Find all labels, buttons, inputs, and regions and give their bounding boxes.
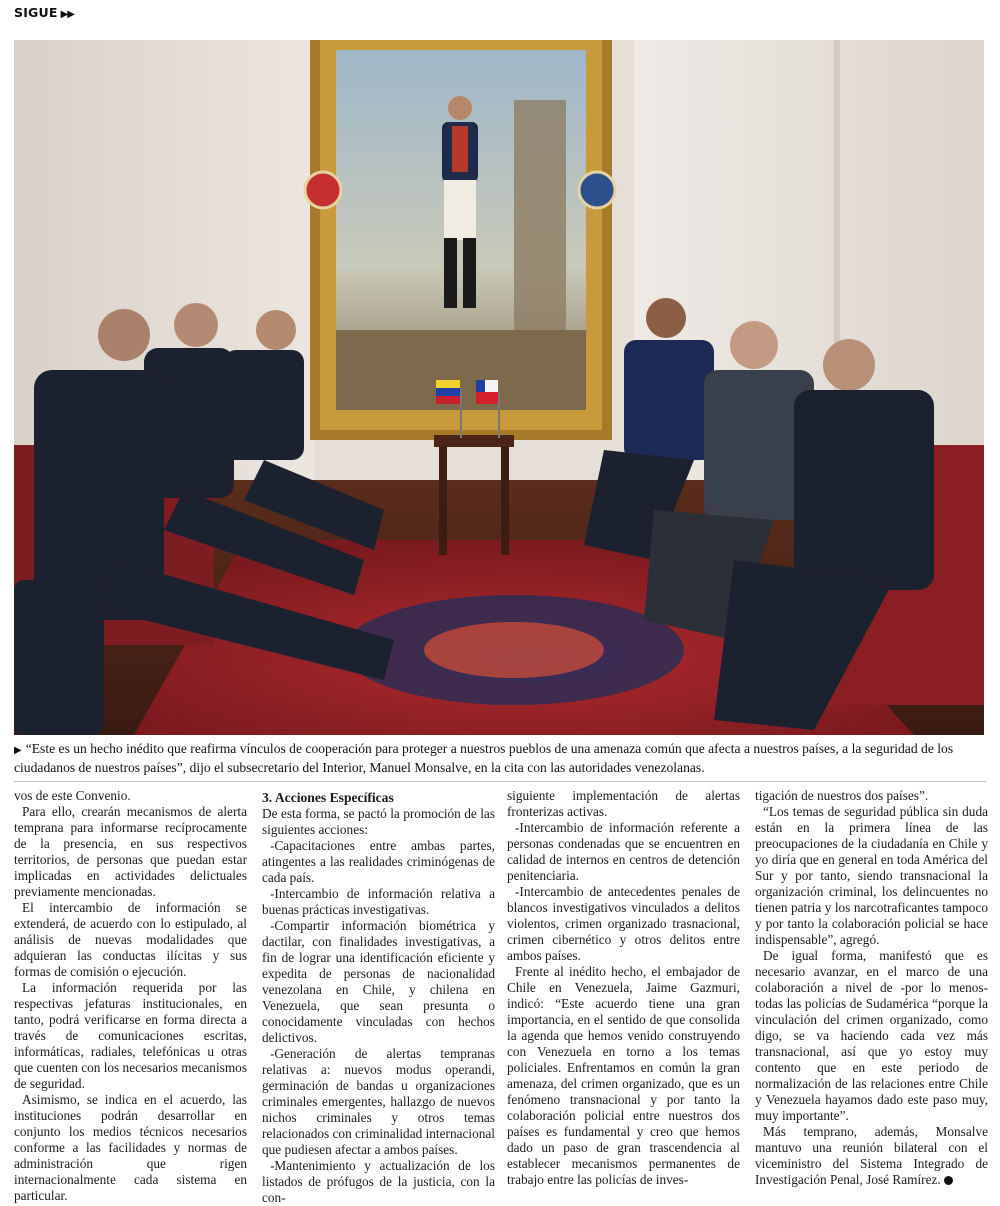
continue-text: SIGUE: [14, 5, 58, 20]
news-photo: [14, 40, 984, 735]
list-item: -Compartir información biométrica y dactilar, con finalidades investigativas, a fin de lograr una identificación eficiente y expedita de personas de nacionalidad venezolana en Chile, y chilena en Venezuela, que sean presunta o conocidamente vinculadas con hechos delictivos.: [262, 918, 495, 1045]
caption-text: “Este es un hecho inédito que reafirma vínculos de cooperación para proteger a nuestros pueblos de una amenaza común que afecta a nuestros países, a la seguridad de los ciudadanos de nuestros países”, dijo el subsecretario del Interior, Manuel Monsalve, en la cita con las autoridades venezolanas.: [14, 741, 954, 775]
paragraph: Asimismo, se indica en el acuerdo, las instituciones podrán desarrollar en conjunto los medios técnicos necesarios conforme a las facilidades y normas de administración que rigen internacionalmente cada sistema en particular.: [14, 1092, 247, 1203]
list-item: -Generación de alertas tempranas relativas a: nuevos modus operandi, germinación de bandas u organizaciones criminales emergentes, hallazgo de nuevos nichos criminales y otros temas relacionados con criminalidad internacional que pudiesen afectar a ambos países.: [262, 1046, 495, 1157]
paragraph: De esta forma, se pactó la promoción de las siguientes acciones:: [262, 806, 495, 837]
paragraph: [755, 1124, 988, 1188]
paragraph: Para ello, crearán mecanismos de alerta temprana para informarse recíprocamente de la presencia, en sus respectivos territorios, de personas que puedan estar implicadas en actividades delictuales previamente mencionadas.: [14, 804, 247, 899]
list-item: -Capacitaciones entre ambas partes, atingentes a las realidades criminógenas de cada país.: [262, 838, 495, 885]
paragraph: De igual forma, manifestó que es necesario avanzar, en el marco de una colaboración a nivel de -por lo menos- todas las policías de Sudamérica “porque la vinculación del crimen organizado, como digo, se va haciendo cada vez más transnacional, así que yo estoy muy contento que en este periodo de normalización de las relaciones entre Chile y Venezuela hayamos dado este paso muy, muy importante”.: [755, 948, 988, 1123]
list-item: -Intercambio de antecedentes penales de blancos investigativos vinculados a delitos violentos, crimen organizado trasnacional, crimen cibernético y otros delitos entre ambos países.: [507, 884, 740, 963]
photo-caption: [14, 740, 986, 776]
double-arrow-icon: ▶▶: [60, 9, 74, 20]
paragraph: Frente al inédito hecho, el embajador de Chile en Venezuela, Jaime Gazmuri, indicó: “Este acuerdo tiene una gran importancia, en el sentido de que consolida la agenda que hemos venido construyendo con Venezuela en torno a los temas policiales. Enfrentamos en común la gran amenaza, del crimen organizado, que es un fenómeno transnacional y por tanto la colaboración policial entre nuestros dos países es fundamental y creo que hemos dado un paso de gran trascendencia al establecer mecanismos permanentes de trabajo entre las policías de inves-: [507, 964, 740, 1187]
list-item: -Mantenimiento y actualización de los listados de prófugos de la justicia, con la con-: [262, 1158, 495, 1205]
paragraph: tigación de nuestros dos países”.: [755, 788, 929, 803]
caption-divider: [14, 781, 986, 782]
end-of-article-icon: [944, 1176, 953, 1185]
article-column-3: [507, 788, 740, 1188]
continue-label[interactable]: [14, 5, 74, 20]
meeting-illustration: [14, 40, 984, 735]
paragraph: La información requerida por las respectivas jefaturas institucionales, en tanto, podrá verificarse en forma directa a través de comunicaciones escritas, informáticas, radiales, telefónicas u otras que cuenten con los necesarios mecanismos de seguridad.: [14, 980, 247, 1091]
paragraph: El intercambio de información se extenderá, de acuerdo con lo estipulado, al análisis de nuevas modalidades que adquieran las conductas ilícitas y sus formas de comisión o ejecución.: [14, 900, 247, 979]
list-item: -Intercambio de información relativa a buenas prácticas investigativas.: [262, 886, 495, 917]
final-paragraph-text: Más temprano, además, Monsalve mantuvo una reunión bilateral con el viceministro del Sistema Integrado de Investigación Penal, José Ramírez.: [755, 1124, 988, 1187]
article-column-4: [755, 788, 988, 1188]
paragraph: “Los temas de seguridad pública sin duda están en la primera línea de las preocupaciones de la ciudadanía en Chile y yo diría que en general en toda América del Sur y por tanto, siendo transnacional la organización criminal, los delincuentes no tienen patria y los narcotraficantes tampoco y por tanto la colaboración policial se hace indispensable”, agregó.: [755, 804, 988, 947]
article-column-2: [262, 788, 495, 1206]
article-column-1: [14, 788, 247, 1204]
list-item: siguiente implementación de alertas fronterizas activas.: [507, 788, 740, 819]
list-item: -Intercambio de información referente a personas condenadas que se encuentren en calidad de internos en centros de detención penitenciaria.: [507, 820, 740, 883]
caption-marker-icon: ▶: [14, 745, 22, 756]
paragraph: vos de este Convenio.: [14, 788, 131, 803]
section-heading: 3. Acciones Específicas: [262, 790, 394, 805]
